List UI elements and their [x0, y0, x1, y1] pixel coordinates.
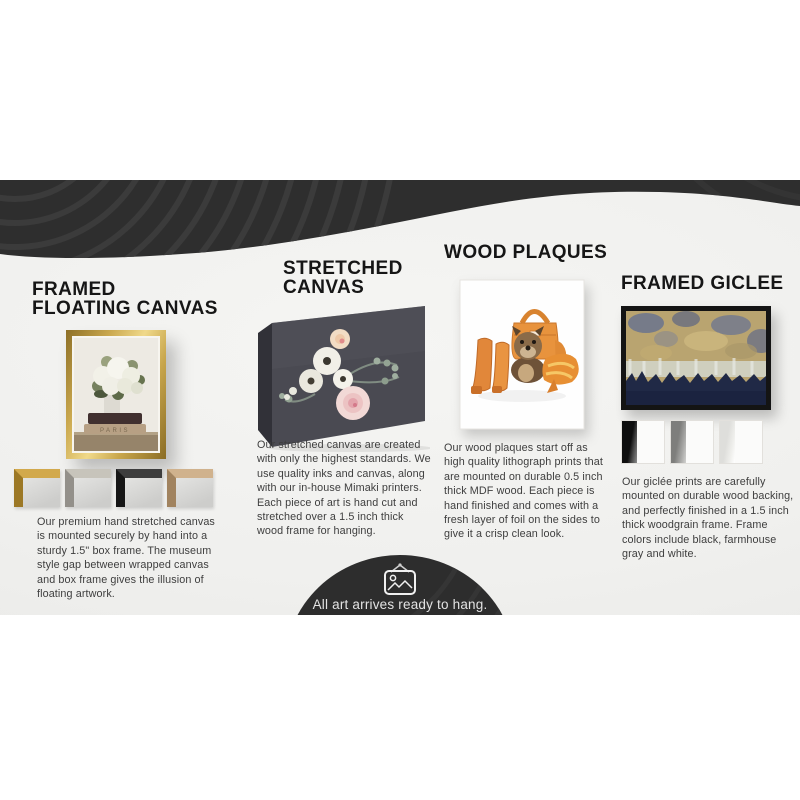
canvas-art-hydrangea — [72, 336, 160, 453]
title-line: WOOD PLAQUES — [444, 242, 608, 263]
section-title-stretched-canvas — [283, 260, 403, 297]
floating-frame-color-swatches — [14, 469, 213, 507]
wood-plaque-product-image — [458, 278, 586, 431]
swatch-silver-frame — [65, 469, 111, 507]
content-band — [0, 180, 800, 615]
title-line: CANVAS — [283, 276, 365, 298]
giclee-frame-color-swatches — [621, 420, 763, 464]
section-title-framed-floating-canvas — [32, 281, 218, 318]
swatch-wood-frame — [167, 469, 213, 507]
title-line: STRETCHED — [283, 258, 403, 279]
title-line: FRAMED — [32, 279, 116, 300]
ready-to-hang-badge — [285, 555, 515, 615]
ready-to-hang-message: All art arrives ready to hang. — [312, 597, 488, 612]
stretched-canvas-product-image — [255, 299, 430, 452]
hydrangea-art-illustration — [74, 338, 158, 451]
swatch-black-giclee-frame — [621, 420, 665, 464]
title-line: FLOATING CANVAS — [32, 297, 218, 319]
swatch-gold-frame — [14, 469, 60, 507]
section-description-stretched-canvas: Our stretched canvas are created with only the highest standards. We use quality inks and canvas, along with our in-house Mimaki printers. Each piece of art is hand cut and stretched over a 1.5 inch thick wood frame for hanging. — [257, 439, 431, 538]
section-title-wood-plaques — [444, 244, 607, 263]
abstract-art-illustration — [626, 311, 766, 405]
dark-wave-decoration — [0, 180, 800, 262]
section-description-framed-giclee: Our giclée prints are carefully mounted on durable wood backing, and perfectly finished in a 1.5 inch thick woodgrain frame. Frame colors include black, farmhouse gray and white. — [622, 476, 794, 561]
framed-art-icon — [378, 561, 422, 597]
swatch-black-frame — [116, 469, 162, 507]
section-description-framed-floating-canvas: Our premium hand stretched canvas is mounted securely by hand into a sturdy 1.5" box frame. The museum style gap between wrapped canvas and box frame gives the illusion of floating artwork. — [37, 516, 215, 601]
swatch-gray-giclee-frame — [670, 420, 714, 464]
section-description-wood-plaques: Our wood plaques start off as high quality lithograph prints that are mounted on durable 0.5 inch thick MDF wood. Each piece is hand finished and comes with a fresh layer of foil on the sides to give it a crisp clean look. — [444, 442, 603, 541]
section-title-framed-giclee — [621, 275, 783, 294]
framed-giclee-product-image — [621, 306, 771, 410]
title-line: FRAMED GICLEE — [621, 273, 784, 294]
floating-canvas-product-image — [66, 330, 166, 459]
swatch-white-giclee-frame — [719, 420, 763, 464]
book-spine-label: PARIS — [99, 428, 131, 434]
